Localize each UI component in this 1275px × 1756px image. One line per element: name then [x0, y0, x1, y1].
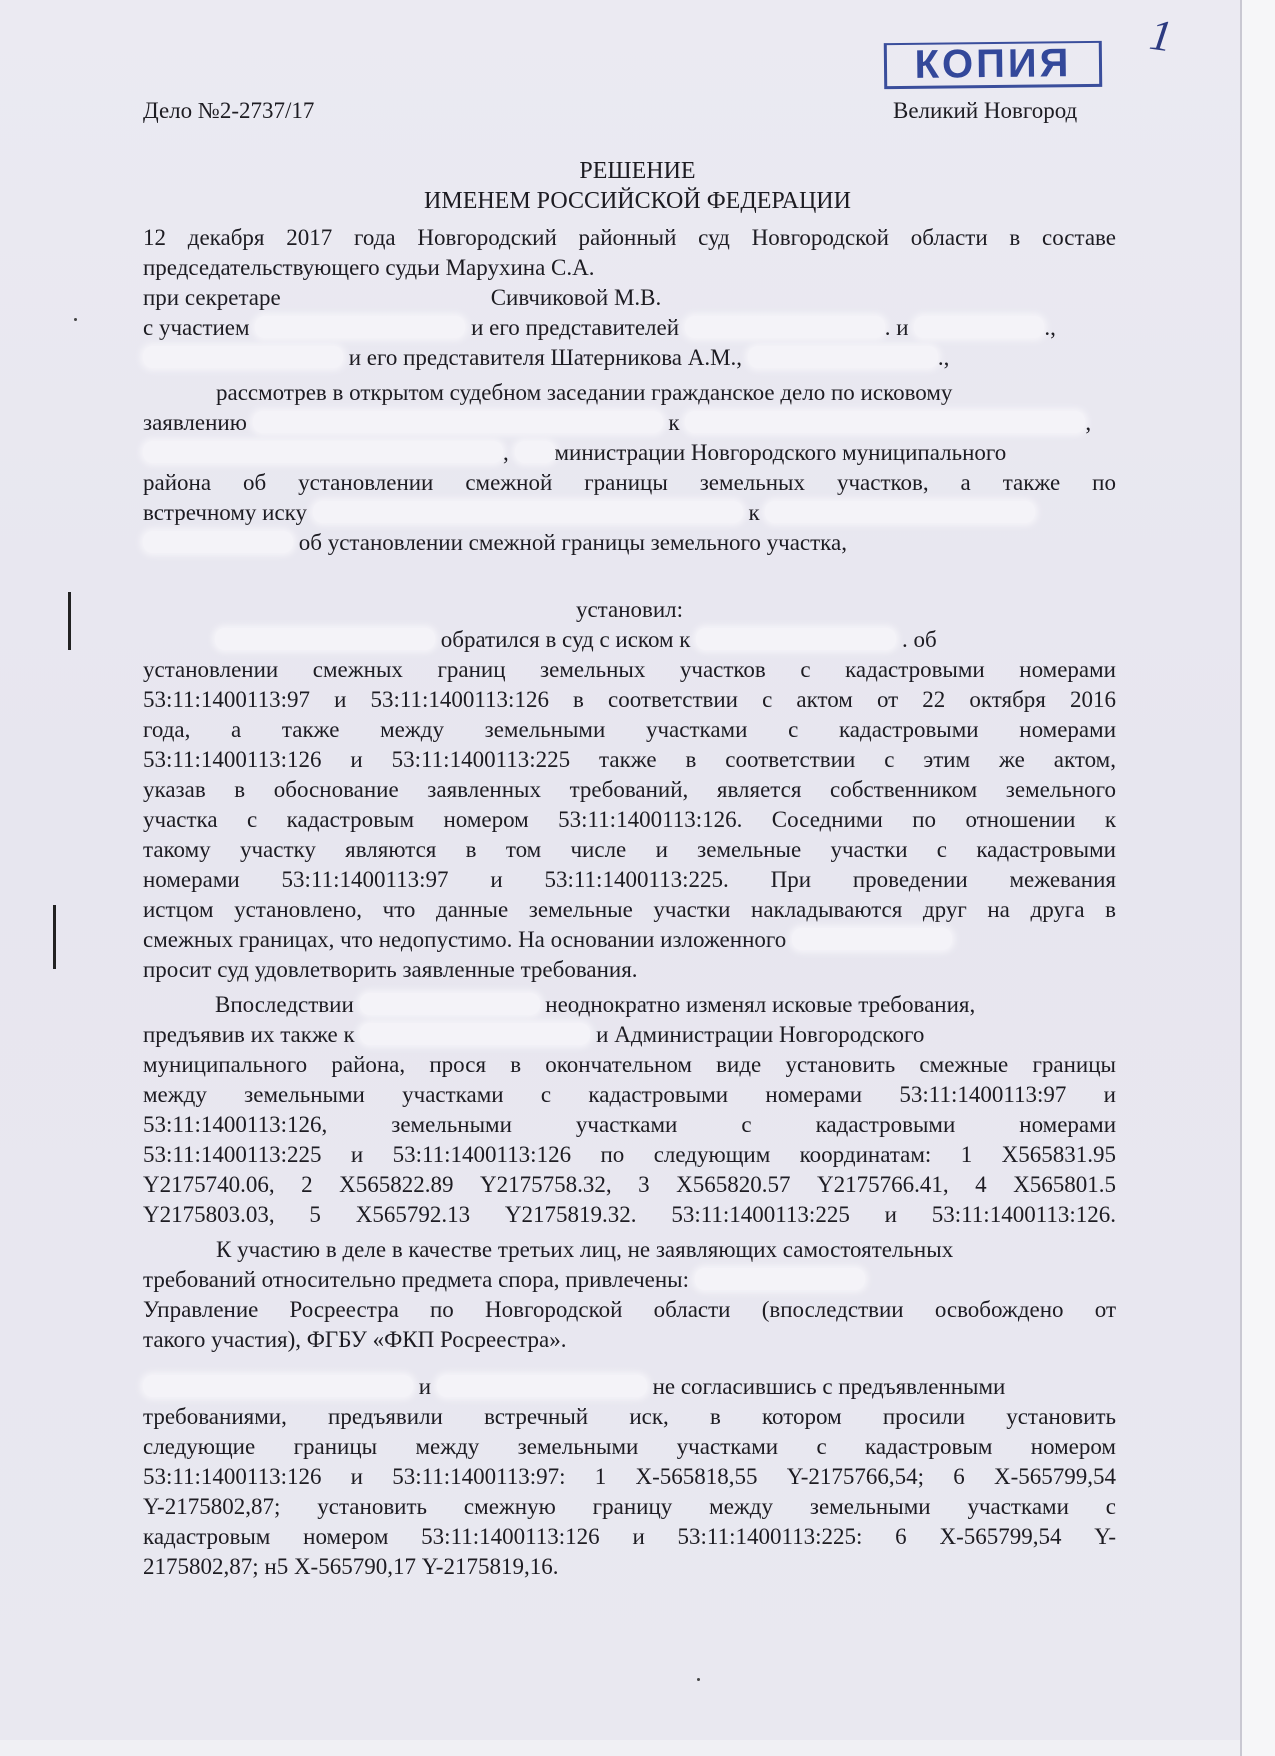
decision-title: РЕШЕНИЕ [579, 158, 696, 184]
redaction [143, 1375, 413, 1397]
redaction [685, 411, 1085, 433]
text-line: между земельными участками с кадастровыми номерами 53:11:1400113:97 и [143, 1082, 1116, 1107]
text-line: такого участия), ФГБУ «ФКП Росреестра». [143, 1327, 567, 1352]
text-line: и не согласившись с предъявленными [143, 1372, 1116, 1402]
margin-mark [53, 905, 56, 969]
copy-stamp: КОПИЯ [884, 41, 1102, 89]
text-line: требований относительно предмета спора, привлечены: [143, 1265, 1116, 1295]
text-line: кадастровым номером 53:11:1400113:126 и 53:11:1400113:225: 6 Х-565799,54 Y- [143, 1524, 1116, 1549]
decision-subtitle: ИМЕНЕМ РОССИЙСКОЙ ФЕДЕРАЦИИ [424, 188, 851, 214]
text-line: установлении смежных границ земельных участков с кадастровыми номерами [143, 657, 1116, 682]
text-line: участка с кадастровым номером 53:11:1400113:126. Соседними по отношении к [143, 807, 1116, 832]
text-line: района об установлении смежной границы земельных участков, а также по [143, 470, 1116, 495]
text-line: 12 декабря 2017 года Новгородский районный суд Новгородской области в составе [143, 225, 1116, 250]
text-line: 2175802,87; н5 Х-565790,17 Y-2175819,16. [143, 1554, 559, 1579]
text-line: , министрации Новгородского муниципального [143, 438, 1116, 468]
redaction [696, 628, 896, 650]
redaction [914, 316, 1044, 338]
redaction [360, 993, 540, 1015]
redaction [253, 411, 663, 433]
redaction [360, 1023, 590, 1045]
text-line: просит суд удовлетворить заявленные требования. [143, 957, 638, 982]
redaction [437, 1375, 647, 1397]
text-line: Управление Росреестра по Новгородской области (впоследствии освобождено от [143, 1297, 1116, 1322]
text-line: с участием и его представителей . и ., [143, 315, 1056, 340]
text-line: требованиями, предъявили встречный иск, в котором просили установить [143, 1404, 1116, 1429]
redaction [215, 628, 435, 650]
redaction [765, 501, 1035, 523]
redaction [748, 346, 938, 368]
redaction [313, 501, 743, 523]
section-heading: установил: [575, 597, 684, 622]
text-line: истцом установлено, что данные земельные участки накладываются друг на друга в [143, 897, 1116, 922]
text-line: заявлению к , [143, 410, 1092, 435]
redaction [143, 346, 343, 368]
text-line: номерами 53:11:1400113:97 и 53:11:1400113:225. При проведении межевания [143, 867, 1116, 892]
redaction [685, 316, 885, 338]
page-edge-right [1240, 0, 1275, 1756]
redaction [143, 441, 503, 463]
text-line: председательствующего судьи Марухина С.А. [143, 255, 595, 280]
text-line: указав в обоснование заявленных требований, является собственником земельного [143, 777, 1116, 802]
text-line: такому участку являются в том числе и земельные участки с кадастровыми [143, 837, 1116, 862]
text-line: смежных границах, что недопустимо. На основании изложенного [143, 925, 1116, 955]
text-line: рассмотрев в открытом судебном заседании гражданское дело по исковому [216, 380, 953, 405]
text-line: 53:11:1400113:126, земельными участками с кадастровыми номерами [143, 1112, 1116, 1137]
text-line: при секретаре Сивчиковой М.В. [143, 285, 662, 310]
handwritten-page-number: 1 [1146, 9, 1176, 62]
text-line: Y2175803.03, 5 Х565792.13 Y2175819.32. 53:11:1400113:225 и 53:11:1400113:126. [143, 1202, 1116, 1227]
redaction [143, 531, 293, 553]
page-edge-bottom [0, 1740, 1240, 1756]
city: Великий Новгород [893, 98, 1078, 123]
text-line: обратился в суд с иском к . об [143, 625, 1116, 655]
scan-speck [74, 318, 77, 321]
redaction [255, 316, 465, 338]
text-line: об установлении смежной границы земельного участка, [143, 528, 1116, 558]
scan-speck [697, 1678, 700, 1681]
text-line: 53:11:1400113:126 и 53:11:1400113:97: 1 Х-565818,55 Y-2175766,54; 6 Х-565799,54 [143, 1464, 1116, 1489]
redaction [792, 928, 952, 950]
margin-mark [68, 592, 71, 650]
text-line: муниципального района, прося в окончательном виде установить смежные границы [143, 1052, 1116, 1077]
redaction [695, 1268, 865, 1290]
text-line: 53:11:1400113:225 и 53:11:1400113:126 по следующим координатам: 1 Х565831.95 [143, 1142, 1116, 1167]
text-line: года, а также между земельными участками с кадастровыми номерами [143, 717, 1116, 742]
text-line: Впоследствии неоднократно изменял исковые требования, [215, 992, 976, 1017]
text-line: и его представителя Шатерникова А.М., ., [143, 343, 1116, 373]
redaction [515, 441, 555, 463]
text-line: следующие границы между земельными участками с кадастровым номером [143, 1434, 1116, 1459]
text-line: встречному иску к [143, 498, 1116, 528]
text-line: К участию в деле в качестве третьих лиц, не заявляющих самостоятельных [216, 1237, 954, 1262]
text-line: Y2175740.06, 2 Х565822.89 Y2175758.32, 3 Х565820.57 Y2175766.41, 4 Х565801.5 [143, 1172, 1116, 1197]
text-line: 53:11:1400113:126 и 53:11:1400113:225 также в соответствии с этим же актом, [143, 747, 1116, 772]
text-line: 53:11:1400113:97 и 53:11:1400113:126 в соответствии с актом от 22 октября 2016 [143, 687, 1116, 712]
text-line: Y-2175802,87; установить смежную границу между земельными участками с [143, 1494, 1116, 1519]
text-line: предъявив их также к и Администрации Новгородского [143, 1022, 925, 1047]
case-number: Дело №2-2737/17 [143, 98, 315, 123]
